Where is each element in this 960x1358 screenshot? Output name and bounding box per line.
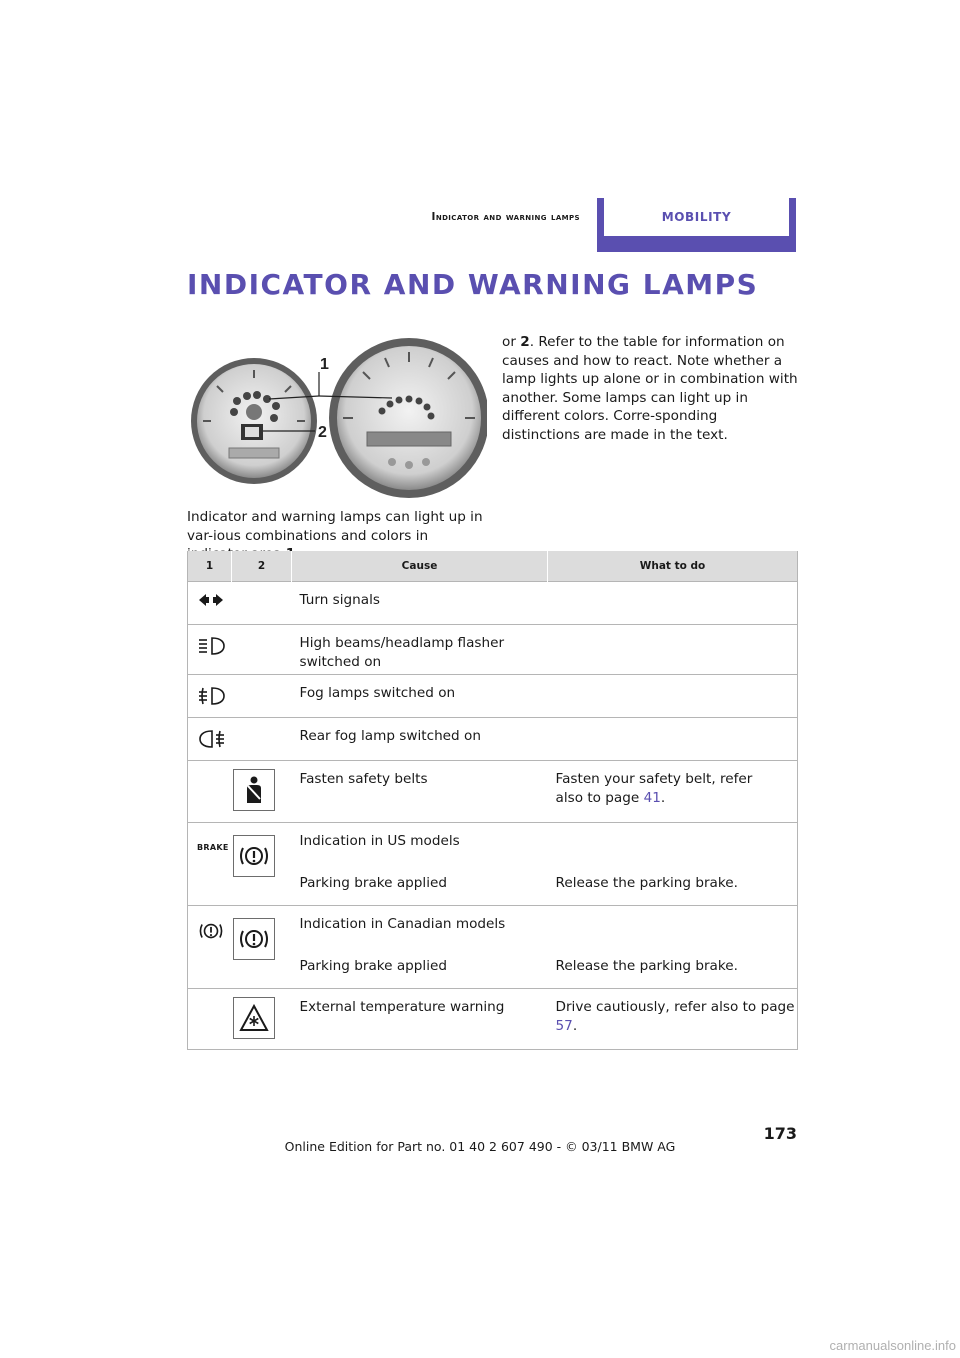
cause-turn-signals: Turn signals	[299, 592, 380, 608]
section-tab-label: MOBILITY	[604, 198, 789, 236]
cause-us-models: Indication in US models	[299, 833, 460, 849]
callout-1: 1	[320, 356, 329, 373]
table-row	[188, 718, 798, 761]
lamp-table	[187, 551, 798, 1050]
action-brake-canada	[548, 906, 798, 975]
cause-rear-fog-lamp: Rear fog lamp switched on	[299, 728, 481, 744]
parking-brake-icon	[233, 835, 275, 877]
brake-text-icon: BRAKE	[197, 843, 229, 852]
footer-edition: Online Edition for Part no. 01 40 2 607 490 - © 03/11 BMW AG	[284, 1139, 676, 1154]
action-text: Drive cautiously, refer also to page	[555, 999, 795, 1015]
cause-external-temperature: External temperature warning	[299, 999, 505, 1015]
running-header: Indicator and warning lamps	[431, 211, 580, 223]
area-2-ref: 2	[520, 334, 530, 350]
table-row	[188, 675, 798, 718]
col-header-2: 2	[232, 551, 292, 582]
page-link-41[interactable]: 41	[643, 789, 661, 806]
cause-canadian-models: Indication in Canadian models	[299, 916, 506, 932]
instrument-cluster-figure	[187, 338, 487, 498]
watermark: carmanualsonline.info	[829, 1338, 956, 1353]
action-punct: .	[572, 1017, 578, 1034]
page-number: 173	[763, 1124, 797, 1143]
table-row	[188, 625, 798, 675]
rear-fog-lamp-icon	[188, 718, 232, 753]
cause-high-beams: High beams/headlamp flasher switched on	[299, 635, 505, 670]
high-beam-icon	[188, 625, 232, 660]
cause-parking-brake-canada: Parking brake applied	[299, 957, 447, 974]
table-row	[188, 823, 798, 906]
parking-brake-icon	[233, 918, 275, 960]
action-safety-belts	[548, 761, 798, 807]
table-row	[188, 761, 798, 823]
cause-brake-us	[292, 823, 548, 892]
action-external-temperature	[548, 989, 798, 1035]
intro-prefix: or	[502, 334, 521, 350]
page-title: INDICATOR AND WARNING LAMPS	[187, 268, 759, 301]
fog-lamp-icon	[188, 675, 232, 710]
table-row	[188, 582, 798, 625]
action-punct: .	[660, 789, 666, 806]
page-link-57[interactable]: 57	[555, 1017, 573, 1034]
section-tab	[597, 198, 796, 252]
table-row	[188, 906, 798, 989]
cause-fog-lamps: Fog lamps switched on	[299, 685, 456, 701]
table-row	[188, 989, 798, 1050]
table-header-row	[188, 551, 798, 582]
col-header-cause: Cause	[292, 551, 548, 582]
intro-paragraph-right	[502, 333, 798, 444]
cause-safety-belts: Fasten safety belts	[299, 771, 428, 787]
callout-2: 2	[318, 424, 327, 441]
action-release-brake-us: Release the parking brake.	[555, 874, 738, 891]
cause-parking-brake-us: Parking brake applied	[299, 874, 447, 891]
col-header-action: What to do	[548, 551, 798, 582]
seat-belt-icon	[233, 769, 275, 811]
intro-text: Indicator and warning lamps can light up in var-ious combinations and colors in	[187, 509, 483, 544]
brake-warning-icon	[188, 906, 232, 945]
turn-signal-icon	[188, 582, 232, 611]
ice-warning-icon	[233, 997, 275, 1039]
intro-text-continued: . Refer to the table for information on causes and how to react. Note whether a lamp lights up alone or in combination with another. Some lamps can light up in different colors. Corre-sponding distinctions are made in the text.	[502, 334, 798, 443]
cause-brake-canada	[292, 906, 548, 975]
action-brake-us	[548, 823, 798, 892]
col-header-1: 1	[188, 551, 232, 582]
action-release-brake-canada: Release the parking brake.	[555, 957, 738, 974]
action-text: Fasten your safety belt, refer also to page	[555, 771, 753, 806]
